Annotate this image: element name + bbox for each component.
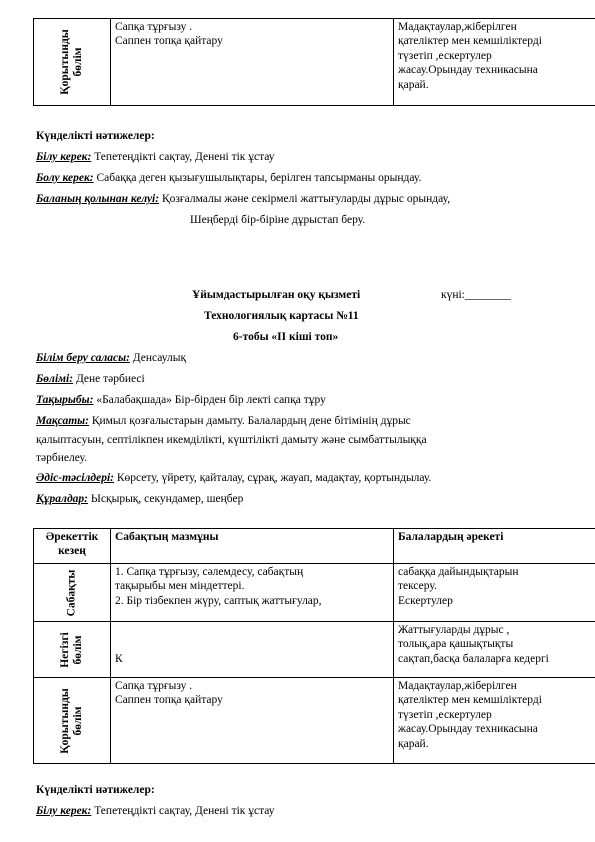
know-text-2: Тепетеңдікті сақтау, Денені тік ұстау xyxy=(91,805,275,817)
children-line: түзетіп ,ескертулер xyxy=(398,49,492,62)
content-cell xyxy=(111,19,394,106)
topic-label: Тақырыбы: xyxy=(36,394,94,406)
header-cell-children: Балалардың әрекеті xyxy=(394,529,595,564)
content-line: Саппен топқа қайтару xyxy=(115,694,223,707)
children-line: Ескертулер xyxy=(398,594,453,607)
results-heading: Күнделікті нәтижелер: xyxy=(36,130,155,142)
methods-value: Көрсету, үйрету, қайталау, сұрақ, жауап, мадақтау, қортындылау. xyxy=(113,472,432,484)
children-line: сабаққа дайындықтарын xyxy=(398,566,519,578)
children-line: қарай. xyxy=(398,737,429,750)
tools-label: Құралдар: xyxy=(36,493,88,505)
be-text: Сабаққа деген қызығушылықтары, берілген тапсырманы орындау. xyxy=(93,172,422,184)
stage-cell xyxy=(34,622,111,678)
can-label: Баланың қолынан келуі: xyxy=(36,193,160,205)
tools-line xyxy=(36,492,243,506)
can-text: Қозғалмалы және секірмелі жаттығуларды дұрыс орындау, xyxy=(159,193,451,205)
stage-cell xyxy=(34,678,111,764)
children-line: Мадақтаулар,жіберілген xyxy=(398,680,517,692)
activity-title: Ұйымдастырылған оқу қызметі xyxy=(192,289,361,301)
table-row xyxy=(34,622,595,678)
stage-label: Қорытынды бөлім xyxy=(58,687,84,754)
content-line: Саппен топқа қайтару xyxy=(115,35,223,48)
header-cell-content: Сабақтың мазмұны xyxy=(111,529,394,564)
know-label: Білу керек: xyxy=(36,151,92,163)
field-line xyxy=(36,351,186,365)
content-line: Сапқа тұрғызу . xyxy=(115,680,193,692)
card-title: Технологиялық картасы №11 xyxy=(204,310,359,322)
children-line: сақтап,басқа балаларға кедергі xyxy=(398,652,549,665)
top-plan-table xyxy=(33,18,595,106)
content-cell xyxy=(111,622,394,678)
know-label-2: Білу керек: xyxy=(36,805,92,817)
know-line-2 xyxy=(36,804,275,818)
children-line: Мадақтаулар,жіберілген xyxy=(398,21,517,33)
table-header-row xyxy=(34,529,595,564)
tools-value: Ысқырық, секундамер, шеңбер xyxy=(88,493,244,505)
goal-line-2: қалыптасуын, септілікпен икемділікті, күштілікті дамыту және сымбаттылыққа xyxy=(36,434,427,446)
content-cell xyxy=(111,564,394,622)
children-cell xyxy=(394,622,595,678)
children-line: жасау.Орындау техникасына xyxy=(398,723,538,736)
stage-label: Негізгі бөлім xyxy=(58,631,84,668)
content-line: Сапқа тұрғызу . xyxy=(115,21,193,33)
goal-line-3: тәрбиелеу. xyxy=(36,452,88,464)
children-cell xyxy=(394,19,595,106)
goal-line xyxy=(36,414,411,428)
can-line-2: Шеңберді бір-біріне дұрыстап беру. xyxy=(190,214,366,226)
children-line: түзетіп ,ескертулер xyxy=(398,708,492,721)
know-text: Тепетеңдікті сақтау, Денені тік ұстау xyxy=(91,151,275,163)
goal-label: Мақсаты: xyxy=(36,415,89,427)
lesson-plan-table xyxy=(33,528,595,764)
children-line: қателіктер мен кемшіліктерді xyxy=(398,35,542,48)
section-value: Дене тәрбиесі xyxy=(73,373,145,385)
children-line: қателіктер мен кемшіліктерді xyxy=(398,694,542,707)
group-title: 6-тобы «II кіші топ» xyxy=(233,331,339,343)
children-line: қарай. xyxy=(398,78,429,91)
content-line: К xyxy=(115,652,123,665)
goal-value: Қимыл қозғалыстарын дамыту. Балалардың дене бітімінің дұрыс xyxy=(88,415,411,427)
content-line: 1. Сапқа тұрғызу, сәлемдесу, сабақтың xyxy=(115,566,304,578)
stage-cell xyxy=(34,564,111,622)
content-line: 2. Бір тізбекпен жүру, саптық жаттығулар, xyxy=(115,594,322,607)
can-line xyxy=(36,192,450,206)
content-line xyxy=(115,623,389,637)
children-line: Жаттығуларды дұрыс , xyxy=(398,624,510,636)
content-line xyxy=(115,637,389,651)
children-cell xyxy=(394,564,595,622)
methods-label: Әдіс-тәсілдері: xyxy=(36,472,114,484)
know-line xyxy=(36,150,275,164)
children-line: тексеру. xyxy=(398,580,437,593)
content-line: тақырыбы мен міндеттері. xyxy=(115,580,245,593)
table-row xyxy=(34,564,595,622)
stage-label: Сабақты xyxy=(65,569,78,616)
children-line: толық,ара қашықтықты xyxy=(398,638,514,651)
children-line: жасау.Орындау техникасына xyxy=(398,64,538,77)
table-row xyxy=(34,19,595,106)
stage-label: Қорытынды бөлім xyxy=(58,29,84,95)
date-field: күні:________ xyxy=(441,289,511,301)
results-heading-2: Күнделікті нәтижелер: xyxy=(36,784,155,796)
children-cell xyxy=(394,678,595,764)
header-cell-stage: Әрекеттік кезең xyxy=(34,529,111,564)
topic-line xyxy=(36,393,326,407)
field-value: Денсаулық xyxy=(129,352,187,364)
content-cell xyxy=(111,678,394,764)
section-line xyxy=(36,372,145,386)
be-line xyxy=(36,171,421,185)
stage-cell xyxy=(34,19,111,106)
section-label: Бөлімі: xyxy=(36,373,74,385)
field-label: Білім беру саласы: xyxy=(36,352,130,364)
topic-value: «Балабақшада» Бір-бірден бір лекті сапқа тұру xyxy=(93,394,326,406)
methods-line xyxy=(36,471,431,485)
table-row xyxy=(34,678,595,764)
be-label: Болу керек: xyxy=(36,172,94,184)
